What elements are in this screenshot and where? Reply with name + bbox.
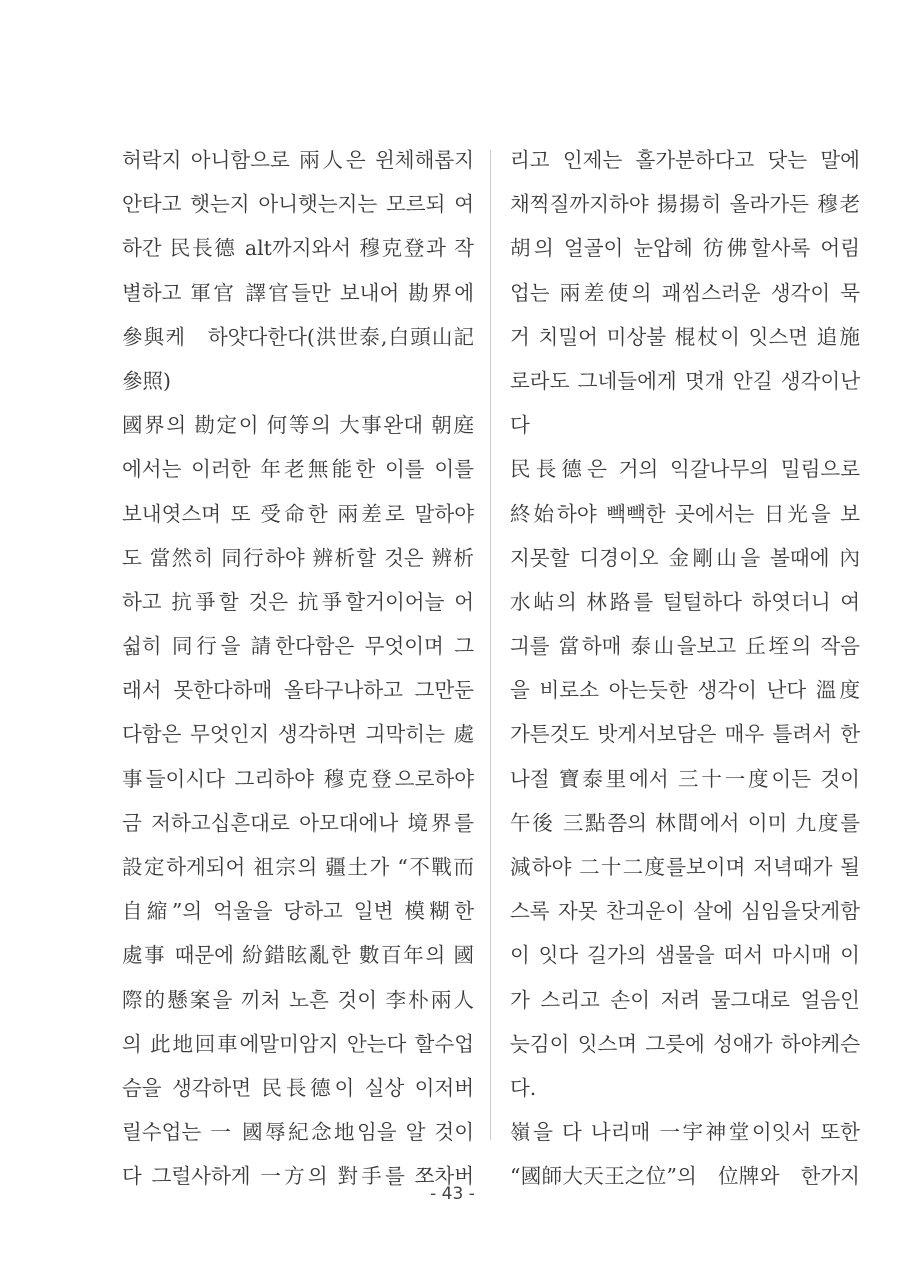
text-line: 금 저하고십흔대로 아모대에나 境界를: [122, 810, 474, 835]
text-line: 을 비로소 아는듯한 생각이 난다 溫度: [510, 678, 860, 703]
text-line: 設定하게되어 祖宗의 疆土가 “不戰而: [122, 855, 474, 879]
text-line: “國師大天王之位”의 位牌와 한가지: [510, 1164, 860, 1189]
text-line: 지못할 디경이오 金剛山을 볼때에 內: [510, 545, 860, 570]
text-line: 로라도 그네들에게 몃개 안길 생각이난: [510, 368, 860, 393]
text-line: 스록 자못 찬긔운이 살에 심임을닷게함: [510, 899, 860, 924]
text-line: 自縮”의 억울을 당하고 일변 模糊한: [122, 899, 474, 924]
page-number: - 43 -: [430, 1184, 475, 1204]
text-line: 다함은 무엇인지 생각하면 긔막히는 處: [122, 722, 474, 747]
text-line: 水岾의 林路를 털털하다 하엿더니 여: [510, 589, 860, 614]
right-column: [510, 143, 860, 1204]
text-line: 이 잇다 길가의 샘물을 떠서 마시매 이: [510, 943, 860, 968]
text-line: 안타고 햇는지 아니햇는지는 모르되 여: [122, 192, 474, 217]
text-line: 긔를 當하매 泰山을보고 丘垤의 작음: [510, 634, 860, 659]
text-line: 終始하야 빽빽한 곳에서는 日光을 보: [510, 501, 860, 526]
text-line: 參與케 하얏다한다(洪世泰,白頭山記: [122, 324, 474, 349]
text-line: 허락지 아니함으로 兩人은 윈체해롭지: [122, 148, 474, 172]
text-line: 채찍질까지하야 揚揚히 올라가든 穆老: [510, 192, 860, 217]
text-line: 事들이시다 그리하야 穆克登으로하야: [122, 766, 474, 791]
text-line: 거 치밀어 미상불 棍杖이 잇스면 追施: [510, 324, 860, 349]
text-line: 래서 못한다하매 올타구나하고 그만둔: [122, 678, 474, 703]
text-line: 보내엿스며 또 受命한 兩差로 말하야: [122, 501, 474, 526]
text-line: 가튼것도 밧게서보담은 매우 틀려서 한: [510, 722, 860, 747]
text-line: 處事 때문에 紛錯眩亂한 數百年의 國: [122, 943, 474, 968]
text-line: 하고 抗爭할 것은 抗爭할거이어늘 어: [122, 589, 474, 614]
column-divider: [490, 150, 491, 1140]
text-line: 다 그럴사하게 一方의 對手를 쪼차버: [122, 1164, 474, 1189]
text-line: 가 스리고 손이 저려 물그대로 얼음인: [510, 987, 860, 1012]
text-line: 별하고 軍官 譯官들만 보내어 勘界에: [122, 280, 474, 305]
text-line: 國界의 勘定이 何等의 大事완대 朝庭: [122, 413, 474, 438]
text-line: 쉷히 同行을 請한다함은 무엇이며 그: [122, 634, 474, 659]
text-line: 民長德은 거의 익갈나무의 밀림으로: [510, 457, 860, 482]
text-line: 리고 인제는 홀가분하다고 닷는 말에: [510, 148, 860, 172]
text-line: 나절 寶泰里에서 三十一度이든 것이: [510, 766, 860, 791]
text-line: 다: [510, 413, 530, 438]
text-line: 릴수업는 一 國辱紀念地임을 알 것이: [122, 1120, 474, 1145]
text-line: 午後 三點쯤의 林間에서 이미 九度를: [510, 810, 860, 835]
text-line: 에서는 이러한 年老無能한 이를 이를: [122, 457, 474, 482]
text-line: 늣김이 잇스며 그릇에 성애가 하야케슨: [510, 1031, 860, 1056]
text-line: 의 此地回車에말미암지 안는다 할수업: [122, 1031, 474, 1056]
text-line: 胡의 얼골이 눈압헤 彷佛할사록 어림: [510, 236, 860, 261]
text-line: 다.: [510, 1075, 537, 1100]
text-line: 하간 民長德 alt까지와서 穆克登과 작: [122, 236, 474, 261]
text-line: 減하야 二十二度를보이며 저녁때가 될: [510, 855, 860, 879]
text-line: 際的懸案을 끼처 노흔 것이 李朴兩人: [122, 987, 474, 1012]
text-line: 嶺을 다 나리매 一宇神堂이잇서 또한: [510, 1120, 860, 1145]
text-line: 도 當然히 同行하야 辨析할 것은 辨析: [122, 545, 474, 570]
text-line: 參照): [122, 368, 171, 393]
left-column: [122, 143, 474, 1204]
text-line: 슴을 생각하면 民長德이 실상 이저버: [122, 1075, 474, 1100]
text-line: 업는 兩差使의 괘씸스러운 생각이 묵: [510, 280, 860, 305]
